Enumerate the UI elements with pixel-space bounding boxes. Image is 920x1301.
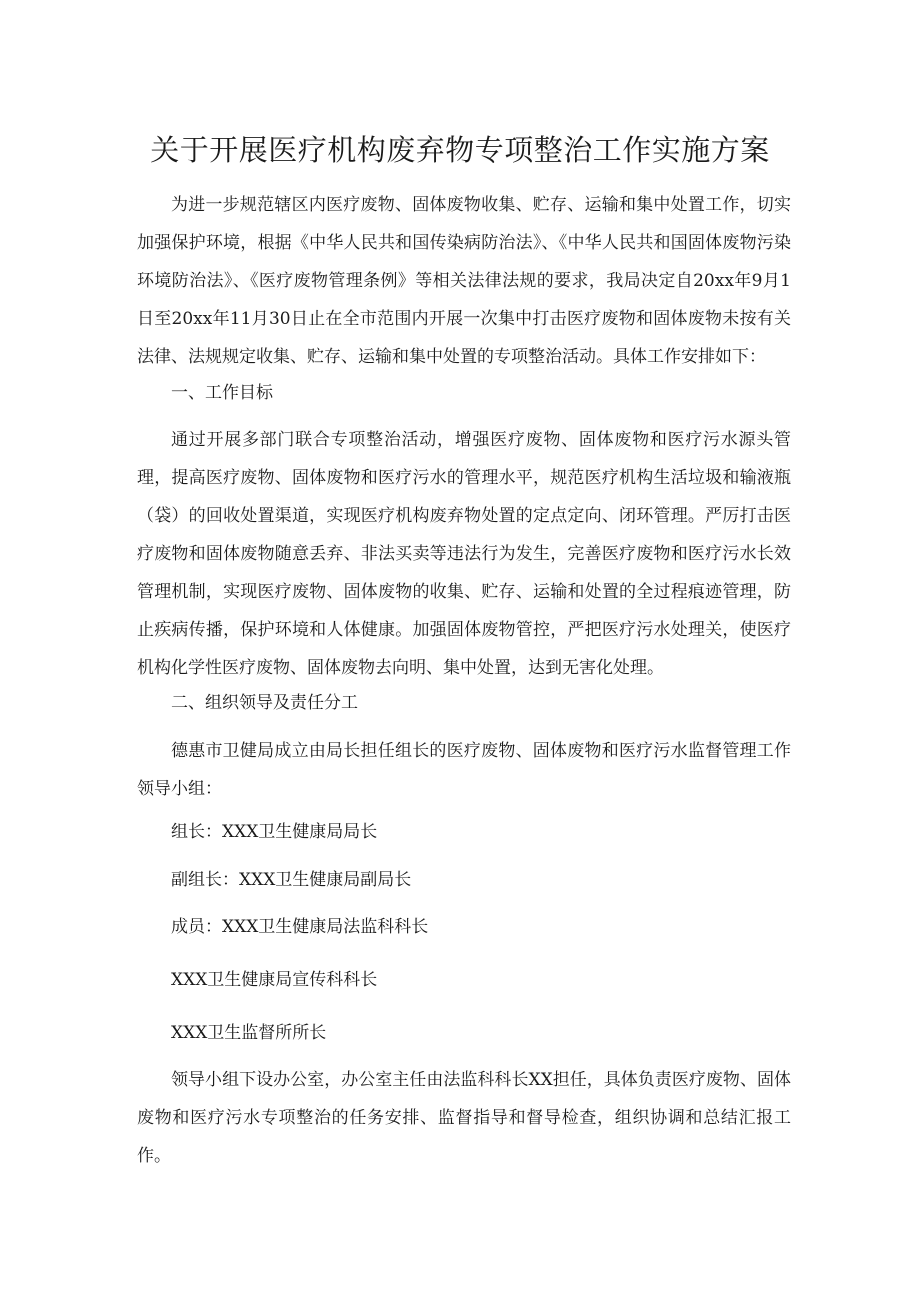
member-line-1: 成员：XXX卫生健康局法监科科长 xyxy=(171,917,429,937)
intro-paragraph: 为进一步规范辖区内医疗废物、固体废物收集、贮存、运输和集中处置工作，切实加强保护环境，根据《中华人民共和国传染病防治法》、《中华人民共和国固体废物污染环境防治法》、《医疗废物管理条例》等相关法律法规的要求，我局决定自20xx年9月1日至20xx年11月30日止在全市范围内开展一次集中打击医疗废物和固体废物未按有关法律、法规规定收集、贮存、运输和集中处置的专项整治活动。具体工作安排如下： xyxy=(137,195,791,367)
office-paragraph: 领导小组下设办公室，办公室主任由法监科科长XX担任，具体负责医疗废物、固体废物和医疗污水专项整治的任务安排、监督指导和督导检查，组织协调和总结汇报工作。 xyxy=(137,1070,791,1166)
section-2-paragraph: 德惠市卫健局成立由局长担任组长的医疗废物、固体废物和医疗污水监督管理工作领导小组： xyxy=(137,741,791,799)
group-leader-line: 组长：XXX卫生健康局局长 xyxy=(171,822,378,842)
section-2-heading: 二、组织领导及责任分工 xyxy=(171,693,358,713)
member-line-3: XXX卫生监督所所长 xyxy=(171,1023,327,1043)
document-title: 关于开展医疗机构废弃物专项整治工作实施方案 xyxy=(150,133,770,167)
deputy-leader-line: 副组长：XXX卫生健康局副局长 xyxy=(171,870,412,890)
member-line-2: XXX卫生健康局宣传科科长 xyxy=(171,970,378,990)
section-1-heading: 一、工作目标 xyxy=(171,383,273,403)
section-1-paragraph: 通过开展多部门联合专项整治活动，增强医疗废物、固体废物和医疗污水源头管理，提高医疗废物、固体废物和医疗污水的管理水平，规范医疗机构生活垃圾和输液瓶（袋）的回收处置渠道，实现医疗机构废弃物处置的定点定向、闭环管理。严厉打击医疗废物和固体废物随意丢弃、非法买卖等违法行为发生，完善医疗废物和医疗污水长效管理机制，实现医疗废物、固体废物的收集、贮存、运输和处置的全过程痕迹管理，防止疾病传播，保护环境和人体健康。加强固体废物管控，严把医疗污水处理关，使医疗机构化学性医疗废物、固体废物去向明、集中处置，达到无害化处理。 xyxy=(137,430,791,678)
